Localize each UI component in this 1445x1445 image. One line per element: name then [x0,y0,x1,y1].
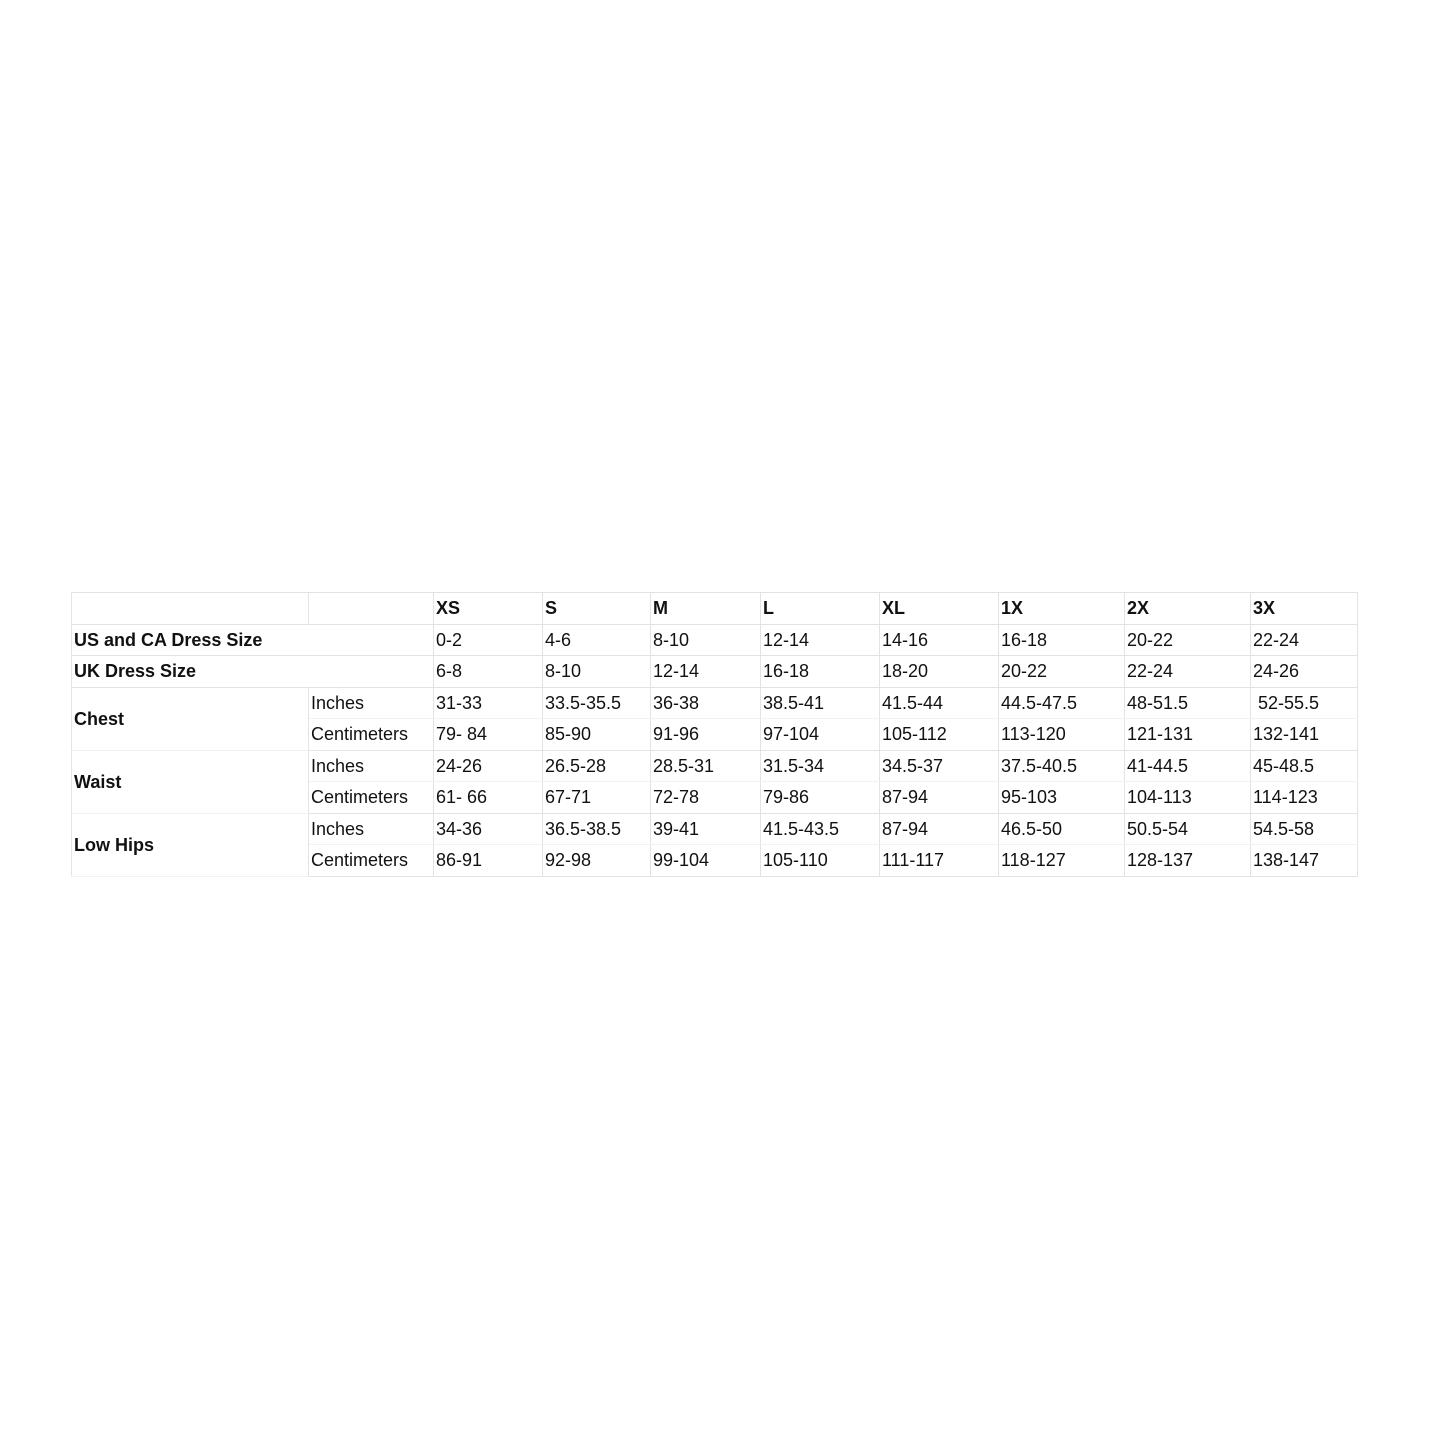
table-cell: 87-94 [880,782,999,814]
unit-label-centimeters: Centimeters [309,719,434,751]
table-cell: 104-113 [1125,782,1251,814]
table-cell: 97-104 [761,719,880,751]
table-cell: 34-36 [434,813,543,845]
table-cell: 20-22 [999,656,1125,688]
table-cell: 36-38 [651,687,761,719]
table-cell: 54.5-58 [1251,813,1358,845]
table-cell: 24-26 [1251,656,1358,688]
table-cell: 37.5-40.5 [999,750,1125,782]
table-cell: 41-44.5 [1125,750,1251,782]
unit-label-inches: Inches [309,750,434,782]
table-cell: 24-26 [434,750,543,782]
table-cell: 14-16 [880,624,999,656]
table-cell: 41.5-44 [880,687,999,719]
table-cell: 26.5-28 [543,750,651,782]
size-header-xs: XS [434,593,543,625]
table-cell: 31.5-34 [761,750,880,782]
table-cell: 48-51.5 [1125,687,1251,719]
table-cell: 79- 84 [434,719,543,751]
table-cell: 85-90 [543,719,651,751]
table-cell: 132-141 [1251,719,1358,751]
table-cell: 16-18 [761,656,880,688]
table-cell: 87-94 [880,813,999,845]
table-cell: 92-98 [543,845,651,877]
table-cell: 61- 66 [434,782,543,814]
table-cell: 111-117 [880,845,999,877]
row-label-chest: Chest [72,687,309,750]
header-row [72,593,1358,625]
table-cell: 39-41 [651,813,761,845]
size-header-3x: 3X [1251,593,1358,625]
empty-header-cell [72,593,309,625]
table-cell: 138-147 [1251,845,1358,877]
table-cell: 105-110 [761,845,880,877]
size-header-s: S [543,593,651,625]
row-label-waist: Waist [72,750,309,813]
table-cell: 46.5-50 [999,813,1125,845]
table-cell: 12-14 [761,624,880,656]
table-cell: 31-33 [434,687,543,719]
table-cell: 45-48.5 [1251,750,1358,782]
row-label-uk: UK Dress Size [72,656,434,688]
table-cell: 36.5-38.5 [543,813,651,845]
table-cell: 67-71 [543,782,651,814]
table-cell: 34.5-37 [880,750,999,782]
table-row-uk [72,656,1358,688]
table-cell: 72-78 [651,782,761,814]
table-row-us-ca [72,624,1358,656]
table-cell: 12-14 [651,656,761,688]
table-cell: 6-8 [434,656,543,688]
table-cell: 118-127 [999,845,1125,877]
table-cell: 38.5-41 [761,687,880,719]
table-cell: 79-86 [761,782,880,814]
table-cell: 8-10 [543,656,651,688]
row-label-low-hips: Low Hips [72,813,309,876]
table-cell: 20-22 [1125,624,1251,656]
table-cell: 52-55.5 [1251,687,1358,719]
size-header-1x: 1X [999,593,1125,625]
empty-header-cell [309,593,434,625]
table-cell: 128-137 [1125,845,1251,877]
table-cell: 8-10 [651,624,761,656]
size-header-m: M [651,593,761,625]
table-cell: 95-103 [999,782,1125,814]
table-cell: 22-24 [1125,656,1251,688]
table-cell: 50.5-54 [1125,813,1251,845]
table-row-low-hips-inches [72,813,1358,845]
table-cell: 16-18 [999,624,1125,656]
size-header-l: L [761,593,880,625]
table-cell: 86-91 [434,845,543,877]
row-label-us-ca: US and CA Dress Size [72,624,434,656]
table-cell: 121-131 [1125,719,1251,751]
size-header-2x: 2X [1125,593,1251,625]
table-cell: 18-20 [880,656,999,688]
table-cell: 41.5-43.5 [761,813,880,845]
table-cell: 99-104 [651,845,761,877]
size-chart-table [71,592,1358,877]
table-cell: 113-120 [999,719,1125,751]
unit-label-inches: Inches [309,813,434,845]
unit-label-centimeters: Centimeters [309,845,434,877]
table-row-waist-inches [72,750,1358,782]
unit-label-centimeters: Centimeters [309,782,434,814]
table-cell: 114-123 [1251,782,1358,814]
table-cell: 33.5-35.5 [543,687,651,719]
table-cell: 0-2 [434,624,543,656]
table-cell: 28.5-31 [651,750,761,782]
table-cell: 4-6 [543,624,651,656]
unit-label-inches: Inches [309,687,434,719]
table-cell: 91-96 [651,719,761,751]
table-cell: 22-24 [1251,624,1358,656]
table-cell: 44.5-47.5 [999,687,1125,719]
table-cell: 105-112 [880,719,999,751]
table-row-chest-inches [72,687,1358,719]
size-header-xl: XL [880,593,999,625]
